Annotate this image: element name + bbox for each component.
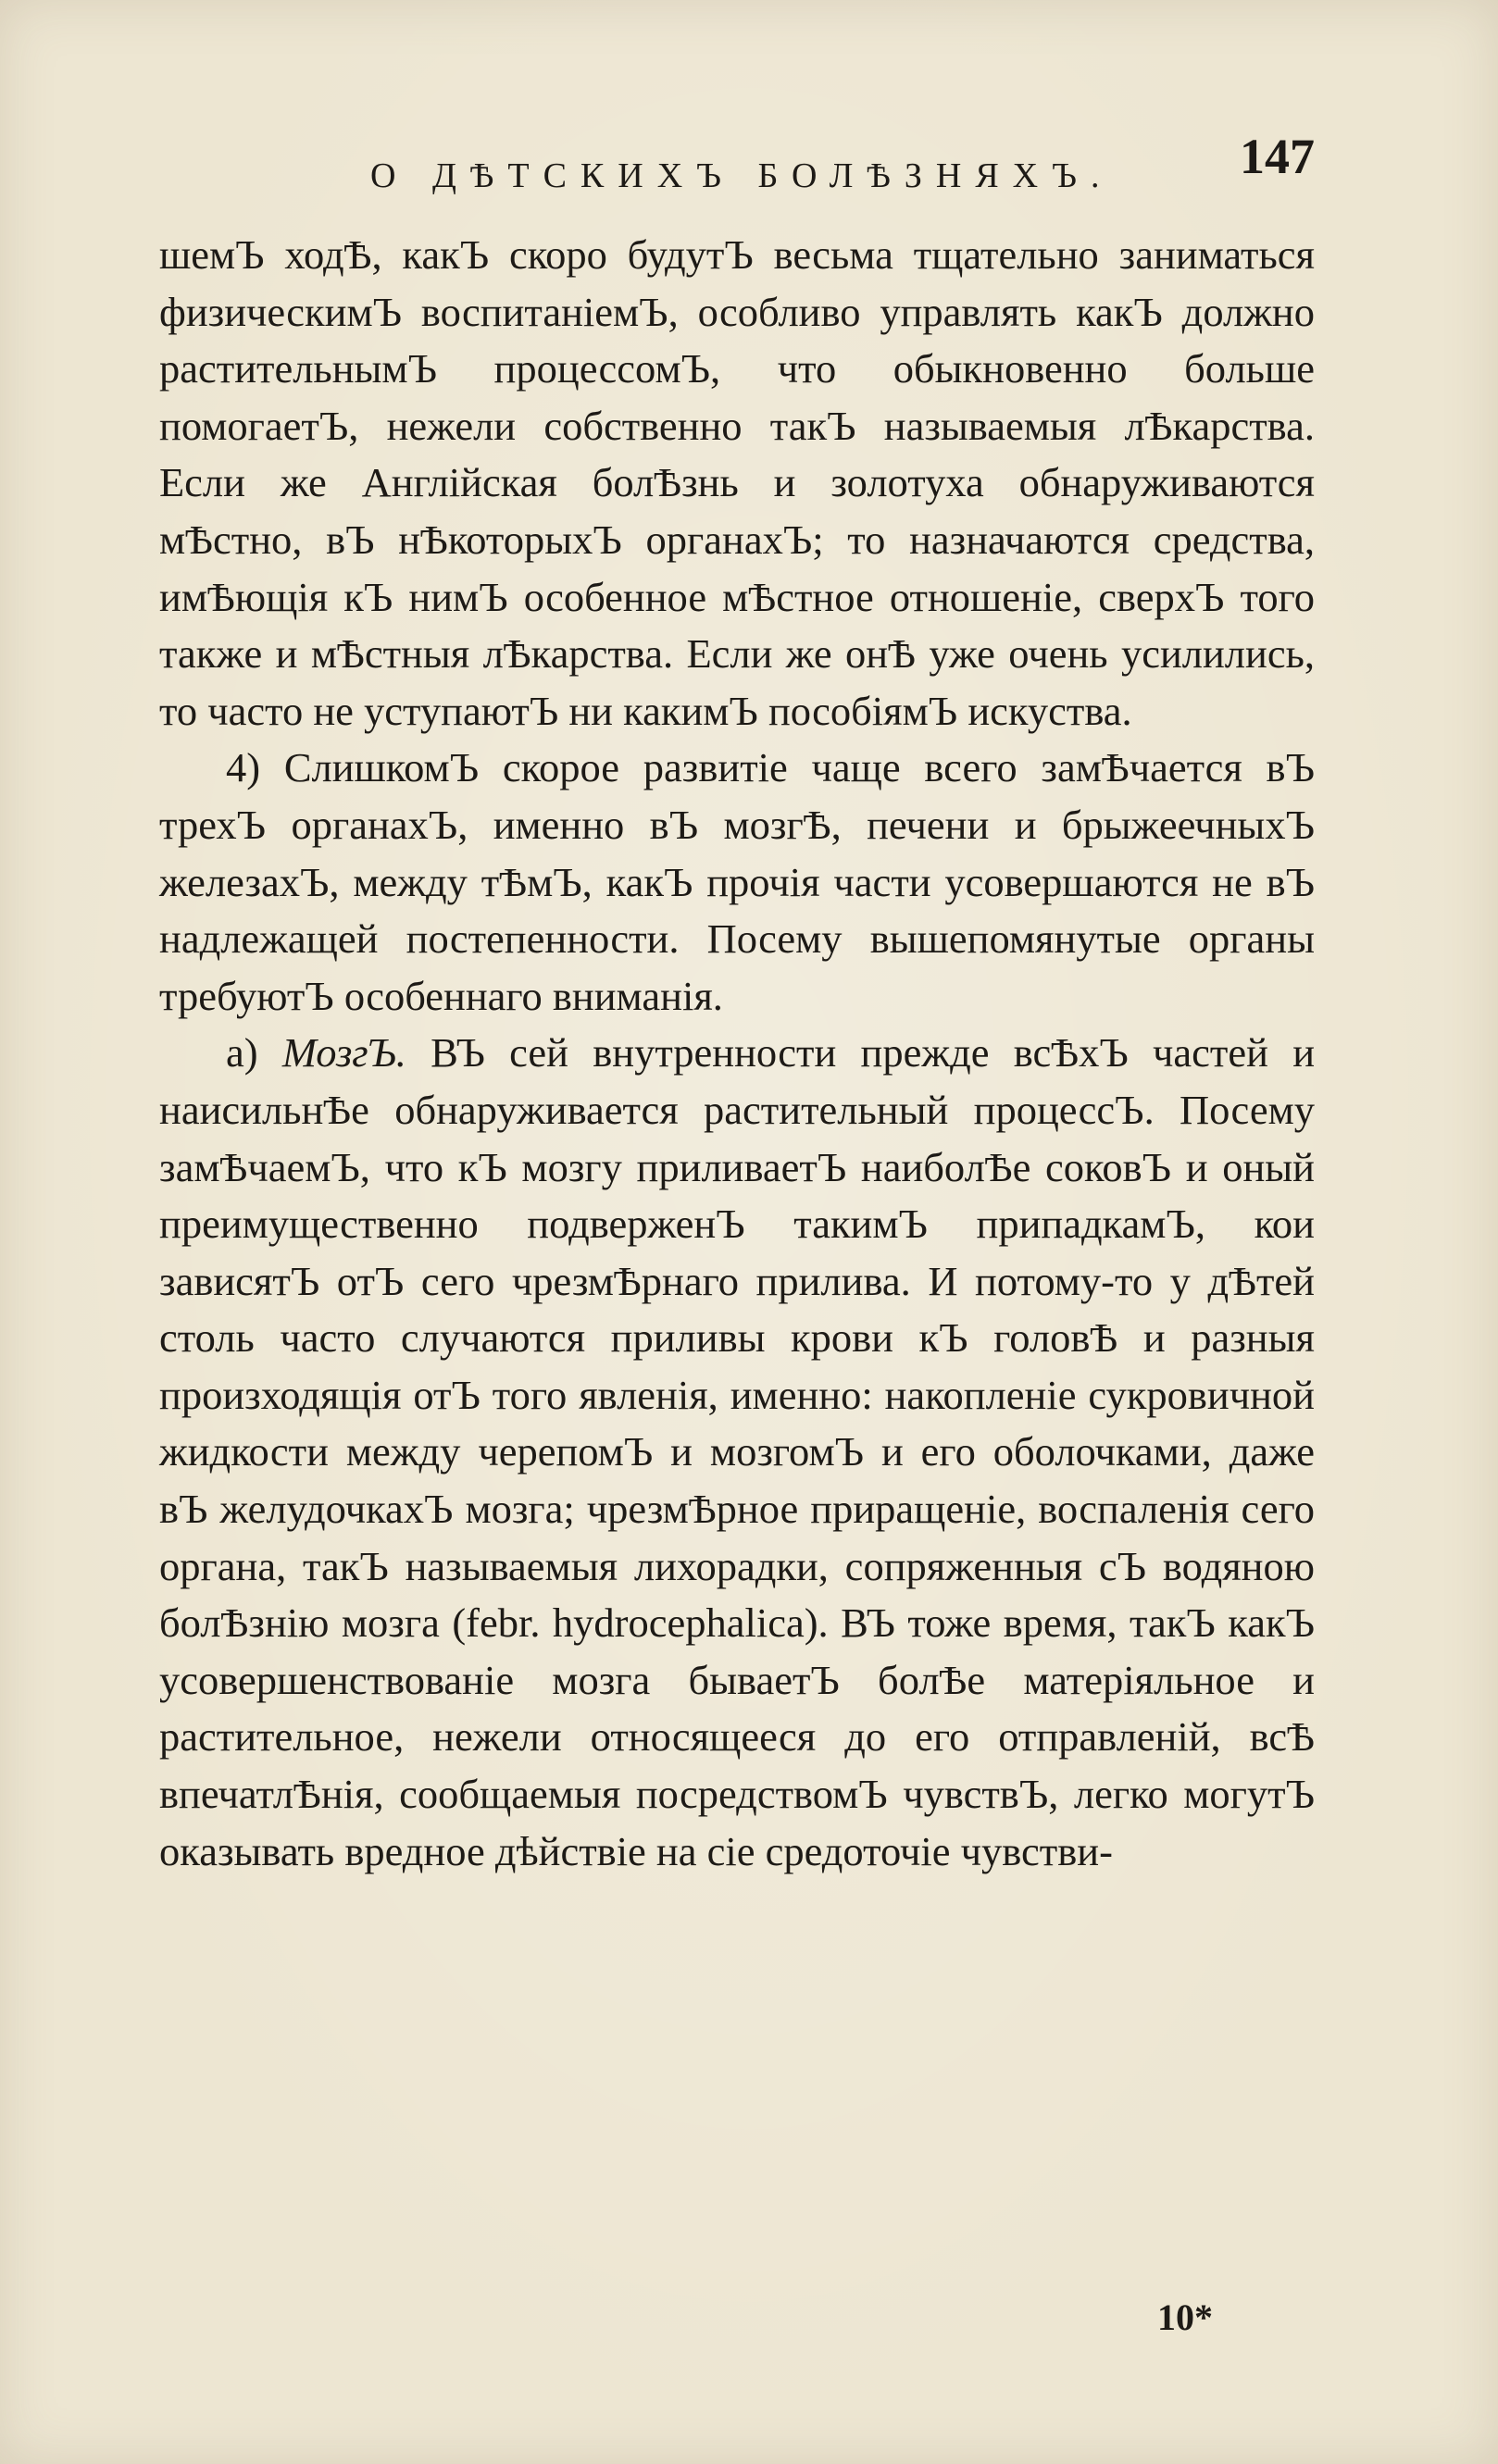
- running-head: О ДѢТСКИХЪ БОЛѢЗНЯХЪ.: [370, 156, 1114, 195]
- paragraph-3-text: ВЪ сей внутренности прежде всѢхЪ частей и наисильнѢе обнаруживается растительный процессЪ. Посему замѢчаемЪ, что кЪ мозгу приливаетЪ наиболѢе соковЪ и оный преимущественно подверженЪ такимЪ припадкамЪ, кои зависятЪ отЪ сего чрезмѢрнаго прилива. И потому-то у дѢтей столь часто случаются приливы крови кЪ головѢ и разныя произходящія отЪ того явленія, именно: накопленіе сукровичной жидкости между черепомЪ и мозгомЪ и его оболочками, даже вЪ желудочкахЪ мозга; чрезмѢрное приращеніе, воспаленія сего органа, такЪ называемыя лихорадки, сопряженныя сЪ водяною болѢзнію мозга (febr. hydrocephalica). ВЪ тоже время, такЪ какЪ усовершенствованіе мозга бываетЪ болѢе матеріяльное и растительное, нежели относящееся до его отправленій, всѢ впечатлѢнія, сообщаемыя посредствомЪ чувствЪ, легко могутЪ оказывать вредное дѣйствіе на сіе средоточіе чувстви-: [159, 1029, 1316, 1874]
- paragraph-1: шемЪ ходѢ, какЪ скоро будутЪ весьма тщательно заниматься физическимЪ воспитаніемЪ, особливо управлять какЪ должно растительнымЪ процессомЪ, что обыкновенно больше помогаетЪ, нежели собственно такЪ называемыя лѢкарства. Если же Англійская болѢзнь и золотуха обнаруживаются мѢстно, вЪ нѢкоторыхЪ органахЪ; то назначаются средства, имѢющія кЪ нимЪ особенное мѢстное отношеніе, сверхЪ того также и мѢстныя лѢкарства. Если же онѢ уже очень усилились, то часто не уступаютЪ ни какимЪ пособіямЪ искуства.: [159, 231, 1315, 734]
- paragraph-3-label: а): [226, 1029, 258, 1076]
- page-number: 147: [1240, 129, 1315, 184]
- paragraph-2: 4) СлишкомЪ скорое развитіе чаще всего замѢчается вЪ трехЪ органахЪ, именно вЪ мозгѢ, печени и брыжеечныхЪ железахЪ, между тѢмЪ, какЪ прочія части усовершаются не вЪ надлежащей постепенности. Посему вышепомянутые органы требуютЪ особеннаго вниманія.: [159, 744, 1315, 1019]
- signature-mark: 10*: [1157, 2296, 1213, 2338]
- paragraph-3: [159, 1025, 1315, 1880]
- page-header: [157, 128, 1315, 211]
- page-body: [159, 227, 1315, 1880]
- paragraph-3-term: МозгЪ.: [281, 1029, 406, 1076]
